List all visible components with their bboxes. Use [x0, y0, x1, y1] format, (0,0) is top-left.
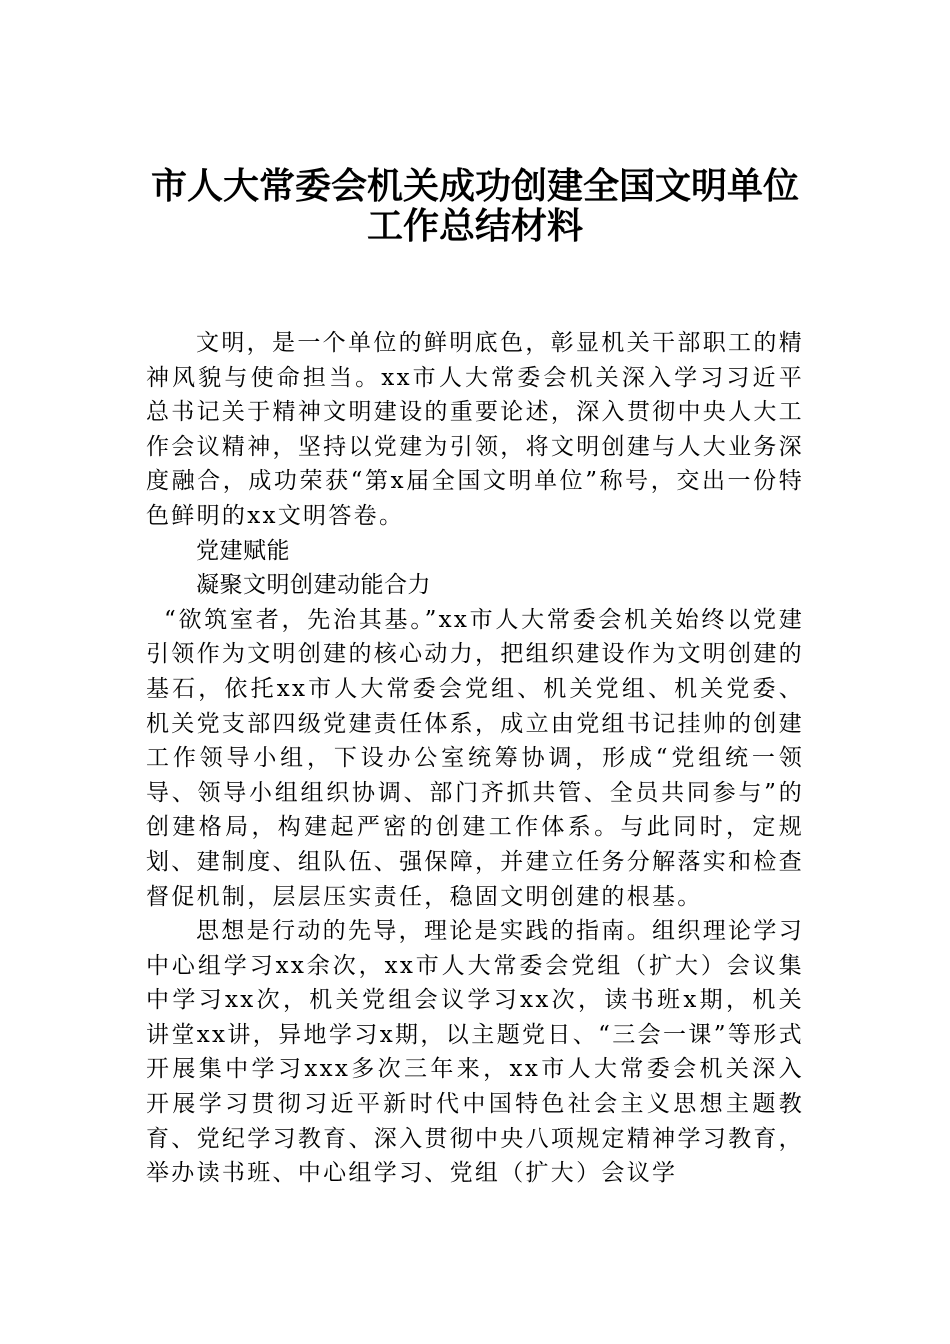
document-title-line2: 工作总结材料	[366, 205, 583, 247]
section-heading-2: 凝聚文明创建动能合力	[196, 572, 431, 599]
section-heading-1: 党建赋能	[196, 537, 290, 564]
document-title-line1: 市人大常委会机关成功创建全国文明单位	[150, 165, 799, 207]
body-paragraph-2: 思想是行动的先导，理论是实践的指南。组织理论学习中心组学习xx余次，xx市人大常委会党组（扩大）会议集中学习xx次，机关党组会议学习xx次，读书班x期，机关讲堂xx讲，异地学习x期，以主题党日、“三会一课”等形式开展集中学习xxx多次三年来，xx市人大常委会机关深入开展学习贯彻习近平新时代中国特色社会主义思想主题教育、党纪学习教育、深入贯彻中央八项规定精神学习教育，举办读书班、中心组学习、党组（扩大）会议学	[146, 918, 804, 1187]
body-paragraph-1: “欲筑室者，先治其基。”xx市人大常委会机关始终以党建引领作为文明创建的核心动力，把组织建设作为文明创建的基石，依托xx市人大常委会党组、机关党组、机关党委、机关党支部四级党建责任体系，成立由党组书记挂帅的创建工作领导小组，下设办公室统筹协调，形成“党组统一领导、领导小组组织协调、部门齐抓共管、全员共同参与”的创建格局，构建起严密的创建工作体系。与此同时，定规划、建制度、组队伍、强保障，并建立任务分解落实和检查督促机制，层层压实责任，稳固文明创建的根基。	[146, 606, 804, 910]
document-body	[146, 326, 804, 1191]
intro-paragraph: 文明，是一个单位的鲜明底色，彰显机关干部职工的精神风貌与使命担当。xx市人大常委会机关深入学习习近平总书记关于精神文明建设的重要论述，深入贯彻中央人大工作会议精神，坚持以党建为引领，将文明创建与人大业务深度融合，成功荣获“第x届全国文明单位”称号，交出一份特色鲜明的xx文明答卷。	[146, 330, 804, 529]
